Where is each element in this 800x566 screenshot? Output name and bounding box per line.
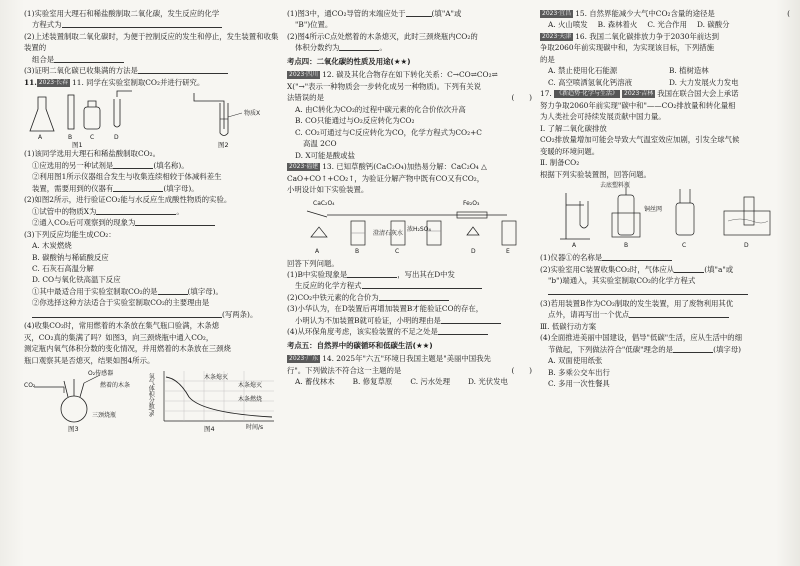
answer-blank[interactable]	[113, 161, 153, 169]
q11-option-c: C. 石灰石高温分解	[32, 263, 94, 273]
fig1-letter-c: C	[90, 134, 95, 142]
q13-letter-b: B	[355, 247, 360, 255]
q10-part2-label: 组合是	[32, 54, 55, 64]
q14-options	[287, 376, 532, 387]
fig3-label-stick: 燃着的木条	[100, 382, 131, 390]
q13-label-h2so4: 浓H₂SO₄	[407, 225, 431, 233]
fig3-label-sensor: O₂传感器	[88, 370, 114, 378]
fig4-annot-1: 木条熄灭	[204, 374, 229, 382]
q16-option-a[interactable]: A. 禁止使用化石能源	[548, 66, 618, 76]
q11-option-b: B. 碳酸钠与稀硫酸反应	[32, 252, 109, 262]
q11-2-1: ①试管中的物质X为	[32, 206, 97, 216]
q15-option-a[interactable]: A. 火山喷发	[548, 20, 588, 30]
q16-option-b[interactable]: B. 植树造林	[669, 66, 709, 76]
figure-q17-apparatus	[540, 181, 790, 251]
q12-stem-3: 法错误的是	[287, 93, 324, 103]
fig1-letter-d: D	[114, 134, 119, 142]
q11-1-1: ①应选用的另一种试剂是	[32, 160, 114, 170]
q16-stem-3: 的是	[540, 54, 555, 64]
q11-3-2-b: (写两条)。	[222, 309, 258, 319]
source-tag: 2023·广东	[289, 355, 319, 363]
q13-label-limewater: 澄清石灰水	[373, 229, 404, 237]
answer-blank[interactable]	[138, 66, 228, 74]
q17-letter-b: B	[624, 242, 629, 250]
q-fig3-2: (2)图4所示C点处燃着的木条熄灭，此时三颈烧瓶内CO₂的	[287, 31, 478, 41]
figure-4-caption: 图4	[204, 425, 215, 434]
q13-1-b: ，写出其在D中发	[397, 269, 455, 279]
q17-option-b[interactable]: B. 多乘公交车出行	[548, 367, 610, 377]
q11-1-2: ②利用图1所示仪器组合发生与收集连续相较于体减料差生	[32, 172, 222, 182]
q15-option-d[interactable]: D. 碳酸分	[696, 20, 730, 30]
q11-option-d: D. CO与氧化铁高温下反应	[32, 275, 121, 285]
q10-part1: (1)实验室用大理石和稀盐酸制取二氧化碳，发生反应的化学	[24, 9, 220, 18]
q11-option-a: A. 木炭燃烧	[32, 241, 72, 251]
q-fig3-2-c: 。	[379, 43, 387, 53]
answer-blank[interactable]	[347, 270, 397, 278]
q14-option-b[interactable]: B. 修复草原	[352, 377, 393, 387]
q17-part-3-title: Ⅲ. 低碳行动方案	[540, 321, 597, 331]
answer-blank[interactable]	[113, 184, 163, 192]
q15-stem: 15. 自然界能减少大气中CO₂含量的途径是	[575, 9, 715, 18]
q14-option-c[interactable]: C. 污水处理	[410, 377, 450, 387]
fig4-xlabel: 时间/s	[246, 424, 264, 432]
source-tag: 2023·长春	[38, 78, 69, 86]
q17-part-2-title: Ⅱ. 制备CO₂	[540, 158, 580, 168]
fig3-label-co2: CO₂	[24, 382, 36, 390]
q17-part-1-title: Ⅰ. 了解二氧化碳排放	[540, 123, 607, 133]
q11-1-2-c: (填字母)。	[163, 183, 199, 193]
q17-option-a[interactable]: A. 双面使用纸张	[548, 356, 603, 366]
answer-blank[interactable]	[674, 265, 704, 273]
q10-part3: (3)证明二氧化碳已收集满的方法是	[24, 66, 138, 76]
fig3-label-flask: 三颈烧瓶	[92, 412, 117, 420]
q11-2-2: ②通入CO₂后可观察到的现象为	[32, 218, 136, 228]
q13-stem-2: CaO+CO↑+CO₂↑，为验证分解产物中既有CO又有CO₂，	[287, 173, 485, 183]
q17-part-2-line1: 根据下列实验装置图，回答问题。	[540, 169, 651, 179]
q13-4: (4)从环保角度考虑，该实验装置的不足之处是	[287, 327, 438, 337]
q17-4-c: (填字母)	[713, 344, 742, 354]
figure-3-caption: 图3	[68, 425, 79, 434]
q13-letter-a: A	[315, 247, 320, 255]
q-fig3-1: (1)图3中，通CO₂导管的末端应处于	[287, 9, 406, 18]
q17-1: (1)仪器①的名称是	[540, 253, 603, 263]
q13-stem: 13. 已知草酸钙(CaC₂O₄)加热易分解：CaC₂O₄ △	[322, 162, 487, 172]
q11-1-2-b: 装置，需要用到的仪器有	[32, 183, 114, 193]
q10-part2: (2)上述装置制取二氧化碳时，为便于控制反应的发生和停止，发生装置和收集装置的	[24, 31, 279, 53]
figure-1-caption: 图1	[72, 141, 83, 150]
q17-letter-d: D	[744, 242, 749, 250]
q17-3-b: 点外，请再写出一个优点	[548, 310, 630, 320]
q15-answer-paren[interactable]: (	[787, 9, 790, 18]
q11-part4-line3: 测定瓶内氧气体积分数的变化情况，并用燃着的木条放在三颈烧	[24, 344, 231, 354]
q13-1-c: 生反应的化学方程式	[295, 281, 362, 291]
source-tag: 2023·吉林	[624, 90, 654, 98]
answer-blank[interactable]	[339, 43, 379, 51]
answer-blank[interactable]	[441, 316, 501, 324]
source-tag: 2023·福建	[289, 163, 319, 171]
answer-blank[interactable]	[32, 310, 222, 318]
q13-answer-prompt: 回答下列问题。	[287, 258, 339, 268]
column-left: (1)实验室用大理石和稀盐酸制取二氧化碳，发生反应的化学 方程式为 (2)上述装置制取二氧化碳时，为便于控制反应的发生和停止，发生装置和收集装置的 组合是 (3)证明二氧化碳已收集满的方法是 11. 2023·长春 11. 同学在实验室制取CO₂并进行研究。 A B C D 图1 物质X 图2 (1)该同学选用大理石和稀盐酸制取CO₂。 ①应选用的另一种试剂是 (填名称)。 ②利用图1所示仪器组合发生与收集连续相较于体减料差生 装置，需要用到的仪器有 (填字母)。 (2)如图2所示，进行验证CO₂能与水反应生成酸性物质的实验。 ①试管中的物质X为 。 ②通入CO₂后可观察到的现象为 (3)下列反应均能生成CO₂： A. 木炭燃烧 B. 碳酸钠与稀硫酸反应 C. 石灰石高温分解 D. CO与氧化铁高温下反应 ①其中最适合用于实验室制取CO₂的是 (填字母)。 ②你选择这种方法适合于实验室制取CO₂的主要理由是 (写两条)。 (4)收集CO₂时，常用燃着的木条放在集气瓶口验满，木条熄 灭，CO₂真的集满了吗？如图3，向三颈烧瓶中通入CO₂， 测定瓶内氧气体积分数的变化情况，并用燃着的木条放在三颈烧 瓶口观察其是否熄灭，结果如图4所示。 CO₂ O₂传感器 燃着的木条 三颈烧瓶 图3 氧气体积分数/% 木条熄灭 木条熄灭 木条燃烧 时间/s 图4	[24, 9, 279, 434]
q17-2-c: "b")端通入，其实验室制取CO₂的化学方程式	[548, 275, 696, 285]
q17-2: (2)实验室用C装置收集CO₂时，气体应从	[540, 264, 675, 274]
answer-blank[interactable]	[135, 218, 215, 226]
q11-part4-line1: (4)收集CO₂时，常用燃着的木条放在集气瓶口验满，木条熄	[24, 321, 220, 331]
fig4-ylabel: 氧气体积分数/%	[147, 373, 155, 417]
figure-3-4	[24, 367, 279, 433]
q13-label-cac2o4: CaC₂O₄	[313, 199, 335, 207]
q11-part1: (1)该同学选用大理石和稀盐酸制取CO₂。	[24, 149, 161, 159]
q12-option-b: B. CO只能通过与O₂反应转化为CO₂	[295, 116, 415, 126]
q12-option-c-2: 高温 2CO	[303, 139, 337, 149]
q10-part1-label: 方程式为	[32, 20, 62, 30]
section-4-title: 考点四：二氧化碳的性质及用途(★★)	[287, 56, 411, 66]
answer-blank[interactable]	[158, 287, 188, 295]
q16-option-d[interactable]: D. 大力发展火力发电	[669, 77, 739, 87]
fig2-substance-label: 物质X	[244, 110, 261, 118]
answer-blank[interactable]	[54, 55, 124, 63]
answer-blank[interactable]	[62, 20, 222, 28]
q17-stem-2: 努力争取2060年前实现"碳中和"——CO₂排放量和转化量相	[540, 100, 736, 110]
q16-option-c[interactable]: C. 高空喷洒氢氧化钙溶液	[548, 77, 632, 87]
fig1-letter-a: A	[38, 134, 43, 142]
source-tag: 2023·四川	[289, 71, 319, 79]
answer-blank[interactable]	[96, 207, 176, 215]
answer-blank[interactable]	[629, 310, 729, 318]
q13-1: (1)B中实验现象是	[287, 269, 348, 279]
q17-4: (4)全面推进美丽中国建设，倡导"低碳"生活，应从生活中的细	[540, 333, 743, 343]
answer-blank[interactable]	[406, 9, 432, 17]
fig1-letter-b: B	[68, 134, 73, 142]
q12-answer-paren[interactable]: ( )	[511, 93, 532, 103]
q13-3: (3)小华认为，在D装置后再增加装置B才能验证CO的存在，	[287, 304, 484, 314]
q14-option-a[interactable]: A. 蓄伐林木	[295, 377, 335, 387]
q11-2-1-b: 。	[176, 206, 184, 216]
answer-blank[interactable]	[362, 281, 482, 289]
q17-2-b: (填"a"或	[704, 264, 734, 274]
q13-2: (2)CO₂中铁元素的化合价为	[287, 292, 379, 302]
q15-options	[540, 19, 790, 30]
q12-stem-2: X("→"表示一种物质会一步转化成另一种物质)。下列有关说	[287, 81, 482, 91]
figure-q13-apparatus	[287, 197, 532, 257]
q14-stem: 14. 2025年"六五"环境日我国主题是"美丽中国我先	[322, 354, 491, 364]
q13-letter-d: D	[471, 247, 476, 255]
source-tag: 2023·宜昌	[542, 10, 572, 17]
q16-stem: 16. 我国二氧化碳排放力争于2030年前达到	[575, 31, 719, 41]
answer-blank[interactable]	[438, 327, 488, 335]
answer-blank[interactable]	[602, 253, 672, 261]
apparatus-figure-1	[24, 89, 274, 147]
figure-2-caption: 图2	[218, 141, 229, 150]
q11-3-1: ①其中最适合用于实验室制取CO₂的是	[32, 286, 158, 296]
column-right	[540, 8, 790, 558]
q14-answer-paren[interactable]: ( )	[511, 365, 532, 375]
figure-1-2	[24, 89, 279, 150]
q12-option-c: C. CO₂可通过与C反应转化为CO，化学方程式为CO₂+C	[295, 127, 482, 137]
q-fig3-2-b: 体积分数约为	[295, 43, 340, 53]
q17-option-c[interactable]: C. 多用一次性餐具	[548, 379, 610, 389]
q11-3-2: ②你选择这种方法适合于实验室制取CO₂的主要理由是	[32, 298, 210, 308]
q16-options	[540, 65, 790, 88]
q14-option-d[interactable]: D. 光伏发电	[467, 377, 508, 387]
q17-label-mesh: 铜丝网	[644, 206, 663, 214]
q13-stem-3: 小明设计如下实验装置。	[287, 185, 369, 195]
q11-part4-line4: 瓶口观察其是否熄灭，结果如图4所示。	[24, 355, 155, 365]
q-fig3-1-c: "B")位置。	[295, 20, 333, 30]
q11-part3: (3)下列反应均能生成CO₂：	[24, 229, 116, 239]
q11-stem: 11. 同学在实验室制取CO₂并进行研究。	[72, 77, 205, 87]
q11-part4-line2: 灭，CO₂真的集满了吗？如图3，向三颈烧瓶中通入CO₂，	[24, 332, 214, 342]
q13-label-fe2o3: Fe₂O₃	[463, 199, 480, 207]
q13-letter-c: C	[395, 247, 400, 255]
q17-theme-tag: 《新趋势·化学与生活》	[556, 90, 619, 98]
answer-blank[interactable]	[673, 345, 713, 353]
q11-part2: (2)如图2所示，进行验证CO₂能与水反应生成酸性物质的实验。	[24, 195, 232, 205]
fig4-annot-2: 木条熄灭	[238, 382, 263, 390]
q11-3-1-b: (填字母)。	[187, 286, 223, 296]
q14-stem-2: 行"。下列做法不符合这一主题的是	[287, 365, 402, 375]
answer-blank[interactable]	[548, 287, 748, 295]
q13-3-b: 小明认为不加装置B就可验证，小明的理由是	[295, 315, 441, 325]
q17-label-bottle: 去底塑料瓶	[600, 182, 631, 190]
section-5-title: 考点五：自然界中的碳循环和低碳生活(★★)	[287, 340, 433, 350]
q17-letter-c: C	[682, 242, 687, 250]
q-fig3-1-b: (填"A"或	[431, 9, 462, 18]
q12-option-d: D. X可能是酸或盐	[295, 150, 355, 160]
q17-letter-a: A	[572, 242, 577, 250]
source-tag: 2023·天津	[542, 32, 572, 40]
q17-part-1-line1: CO₂排放量增加可能会导致大气温室效应加剧，引发全球气候	[540, 135, 740, 145]
column-middle	[287, 8, 532, 558]
q17-3: (3)若用装置B作为CO₂制取的发生装置，用了废物利用其优	[540, 298, 734, 308]
q17-stem-3: 为人类社会可持续发展贡献中国力量。	[540, 112, 666, 122]
q17-stem: 我国在联合国大会上承诺	[657, 89, 739, 99]
q11-1-1-suffix: (填名称)。	[153, 160, 189, 170]
answer-blank[interactable]	[379, 293, 449, 301]
q17-part-1-line2: 变暖的环境问题。	[540, 146, 600, 156]
fig4-annot-3: 木条燃烧	[238, 396, 263, 404]
q13-letter-e: E	[506, 247, 510, 255]
q17-number: 17.	[540, 89, 555, 99]
q12-stem: 12. 碳及其化合物存在如下转化关系：C→CO⇌CO₂⇌	[322, 70, 498, 80]
q12-option-a: A. 由C转化为CO₂的过程中碳元素的化合价依次升高	[295, 104, 466, 114]
q15-option-c[interactable]: C. 光合作用	[647, 20, 687, 30]
q17-4-b: 节做起，下列做法符合"低碳"理念的是	[548, 344, 674, 354]
q16-stem-2: 争取2060年前实现碳中和，为实现该目标，下列措施	[540, 43, 715, 53]
q15-option-b[interactable]: B. 森林着火	[597, 20, 638, 30]
